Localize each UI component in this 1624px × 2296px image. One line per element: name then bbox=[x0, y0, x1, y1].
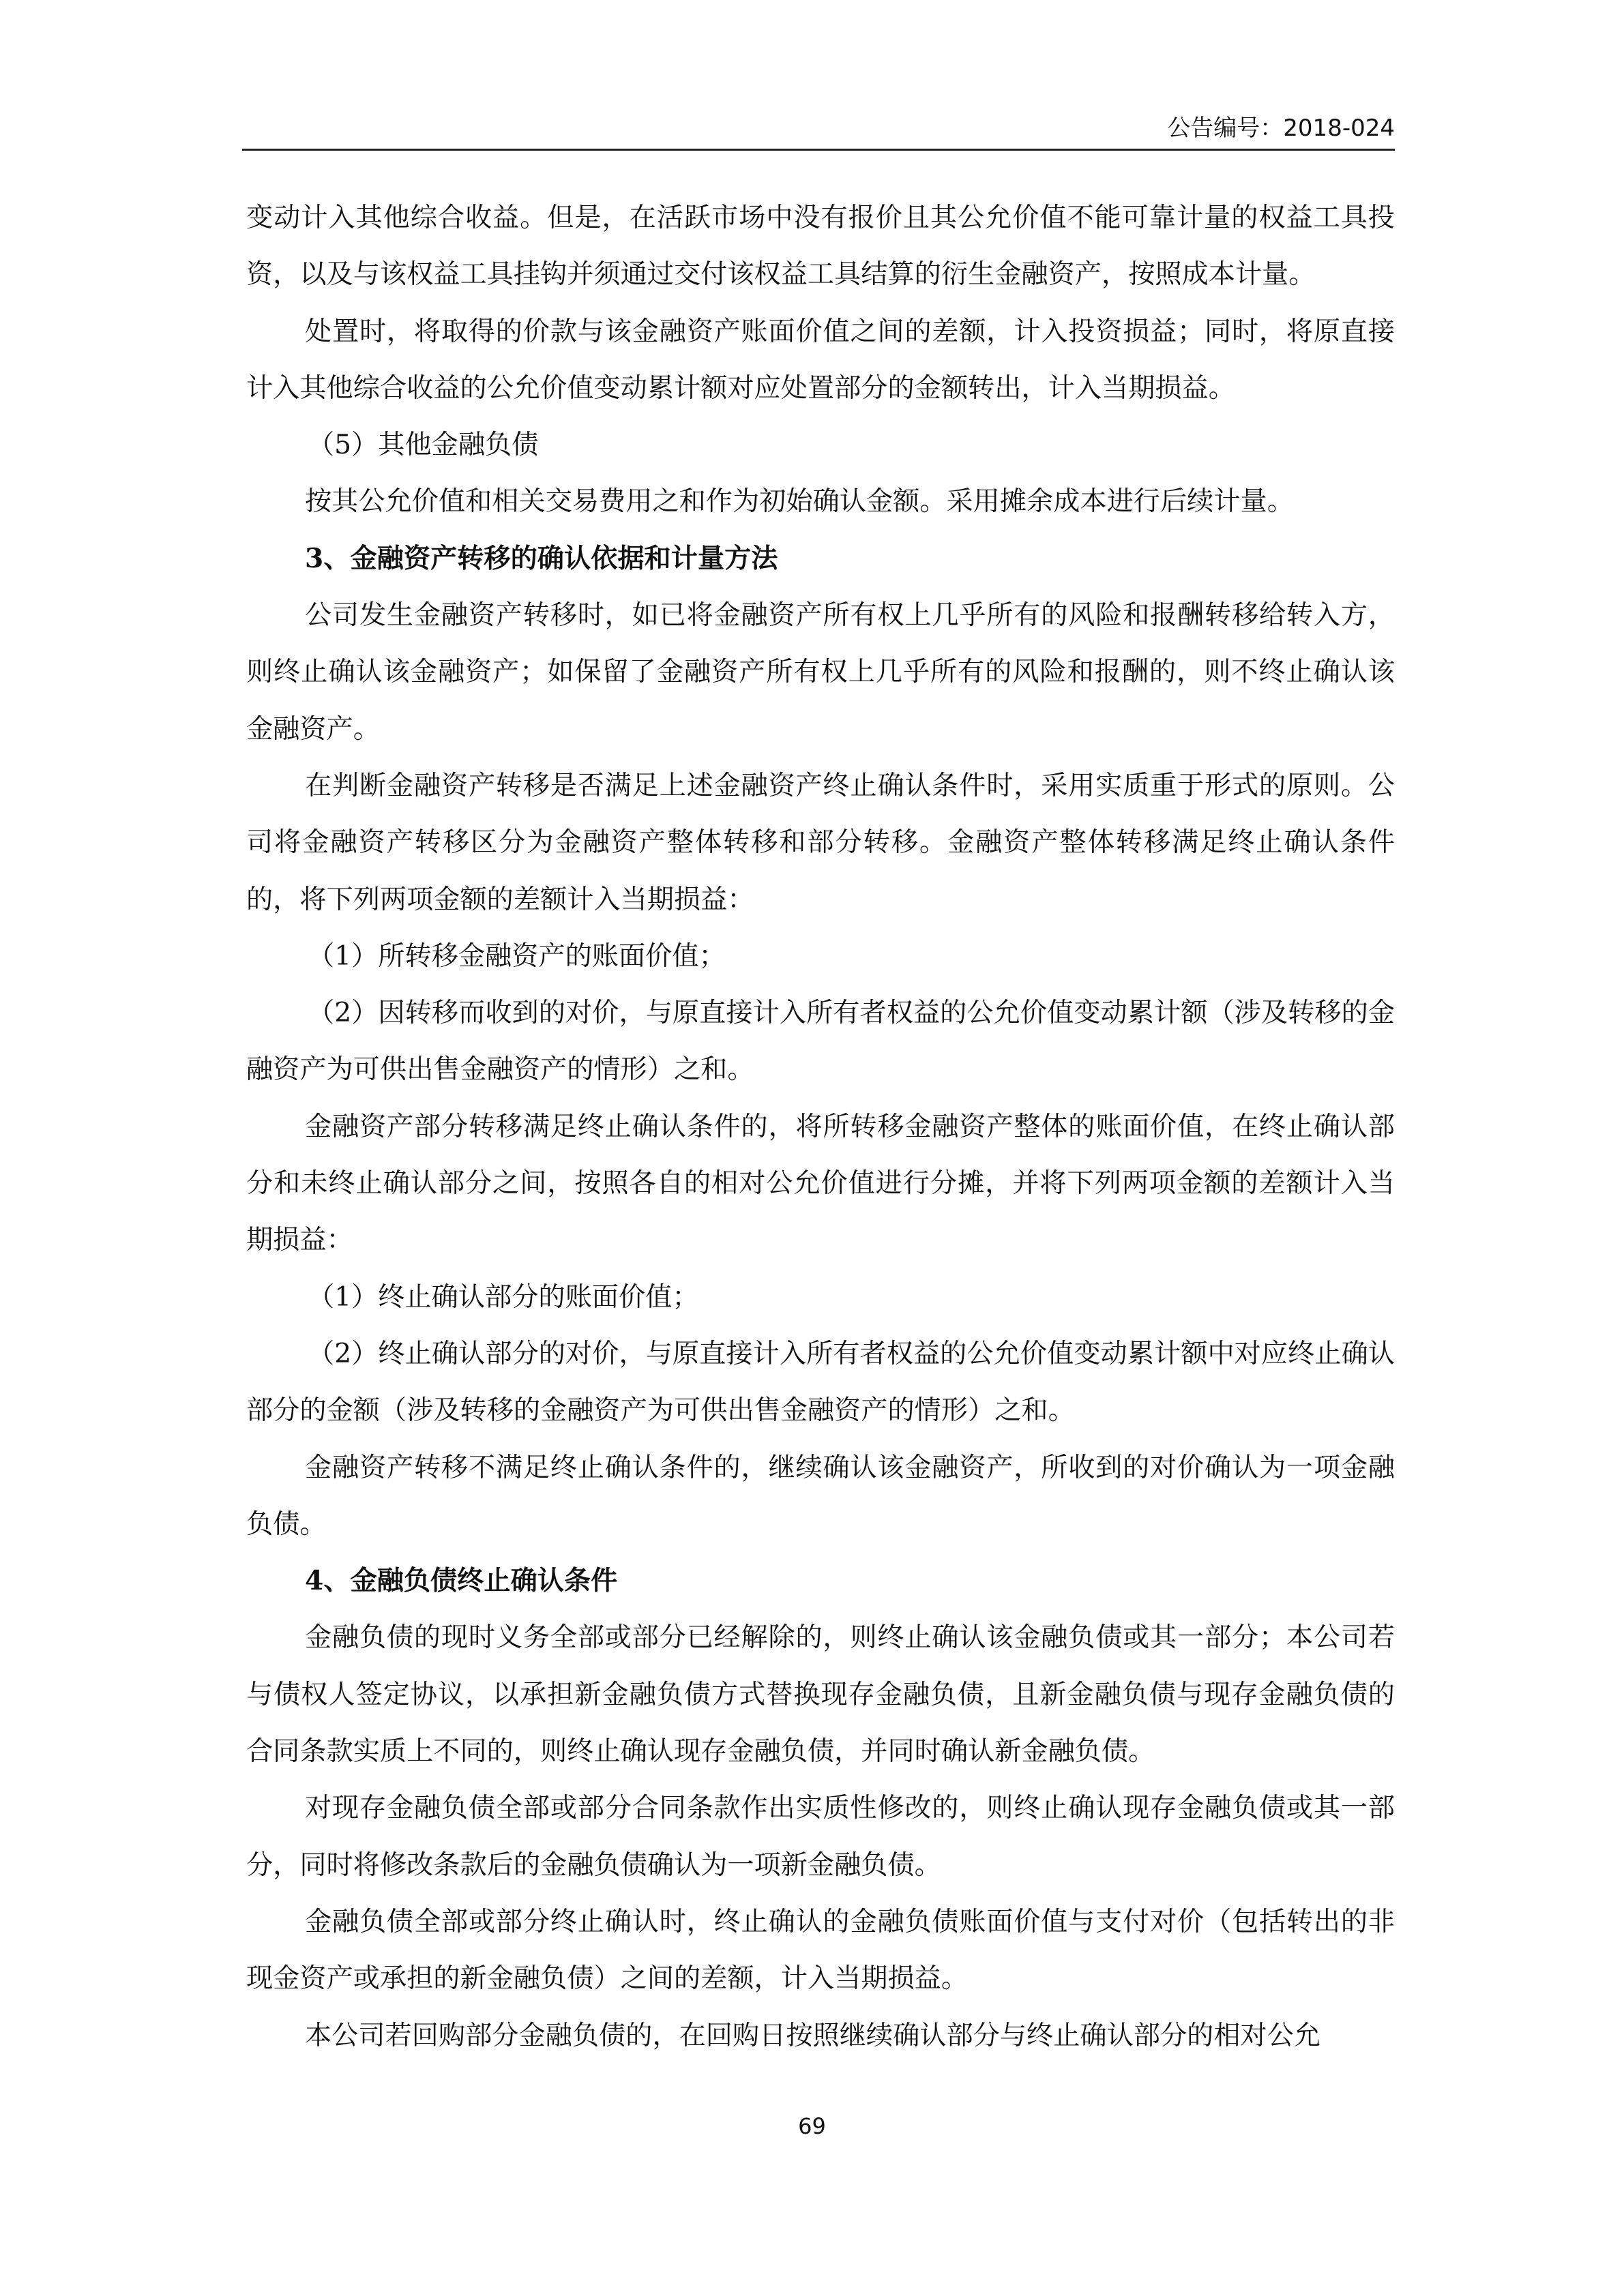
paragraph-derecognition-difference: 金融负债全部或部分终止确认时，终止确认的金融负债账面价值与支付对价（包括转出的非现金资产或承担的新金融负债）之间的差额，计入当期损益。 bbox=[246, 1906, 1395, 1995]
paragraph-continuation: 变动计入其他综合收益。但是，在活跃市场中没有报价且其公允价值不能可靠计量的权益工具投资，以及与该权益工具挂钩并须通过交付该权益工具结算的衍生金融资产，按照成本计量。 bbox=[246, 203, 1395, 290]
page-number: 69 bbox=[798, 2113, 826, 2139]
page-header bbox=[242, 113, 1395, 154]
list-item-1b: （1）终止确认部分的账面价值； bbox=[308, 1281, 699, 1313]
paragraph-transfer-occurs: 公司发生金融资产转移时，如已将金融资产所有权上几乎所有的风险和报酬转移给转入方，则终止确认该金融资产；如保留了金融资产所有权上几乎所有的风险和报酬的，则不终止确认该金融资产。 bbox=[246, 600, 1395, 745]
announcement-number: 公告编号：2018-024 bbox=[1167, 115, 1395, 142]
paragraph-liability-discharged: 金融负债的现时义务全部或部分已经解除的，则终止确认该金融负债或其一部分；本公司若与债权人签定协议，以承担新金融负债方式替换现存金融负债，且新金融负债与现存金融负债的合同条款实质上不同的，则终止确认现存金融负债，并同时确认新金融负债。 bbox=[246, 1622, 1395, 1768]
document-body bbox=[246, 190, 1395, 2064]
paragraph-initial-recognition: 按其公允价值和相关交易费用之和作为初始确认金额。采用摊余成本进行后续计量。 bbox=[305, 486, 1294, 518]
section-heading-4: 4、金融负债终止确认条件 bbox=[305, 1565, 618, 1597]
list-item-2: （2）因转移而收到的对价，与原直接计入所有者权益的公允价值变动累计额（涉及转移的金融资产为可供出售金融资产的情形）之和。 bbox=[246, 998, 1395, 1086]
subheading-other-financial-liabilities: （5）其他金融负债 bbox=[308, 430, 539, 461]
paragraph-partial-transfer: 金融资产部分转移满足终止确认条件的，将所转移金融资产整体的账面价值，在终止确认部分和未终止确认部分之间，按照各自的相对公允价值进行分摊，并将下列两项金额的差额计入当期损益： bbox=[246, 1111, 1395, 1256]
list-item-2b: （2）终止确认部分的对价，与原直接计入所有者权益的公允价值变动累计额中对应终止确认部分的金额（涉及转移的金融资产为可供出售金融资产的情形）之和。 bbox=[246, 1338, 1395, 1427]
paragraph-substantial-modification: 对现存金融负债全部或部分合同条款作出实质性修改的，则终止确认现存金融负债或其一部分，同时将修改条款后的金融负债确认为一项新金融负债。 bbox=[246, 1793, 1395, 1881]
paragraph-transfer-judgement: 在判断金融资产转移是否满足上述金融资产终止确认条件时，采用实质重于形式的原则。公司将金融资产转移区分为金融资产整体转移和部分转移。金融资产整体转移满足终止确认条件的，将下列两项金额的差额计入当期损益： bbox=[246, 770, 1395, 915]
list-item-1: （1）所转移金融资产的账面价值； bbox=[308, 940, 726, 972]
paragraph-repurchase: 本公司若回购部分金融负债的，在回购日按照继续确认部分与终止确认部分的相对公允 bbox=[305, 2020, 1321, 2051]
paragraph-disposal: 处置时，将取得的价款与该金融资产账面价值之间的差额，计入投资损益；同时，将原直接计入其他综合收益的公允价值变动累计额对应处置部分的金额转出，计入当期损益。 bbox=[246, 316, 1395, 404]
section-heading-3: 3、金融资产转移的确认依据和计量方法 bbox=[305, 542, 778, 574]
paragraph-not-derecognized: 金融资产转移不满足终止确认条件的，继续确认该金融资产，所收到的对价确认为一项金融负债。 bbox=[246, 1452, 1395, 1540]
header-rule bbox=[242, 149, 1395, 151]
